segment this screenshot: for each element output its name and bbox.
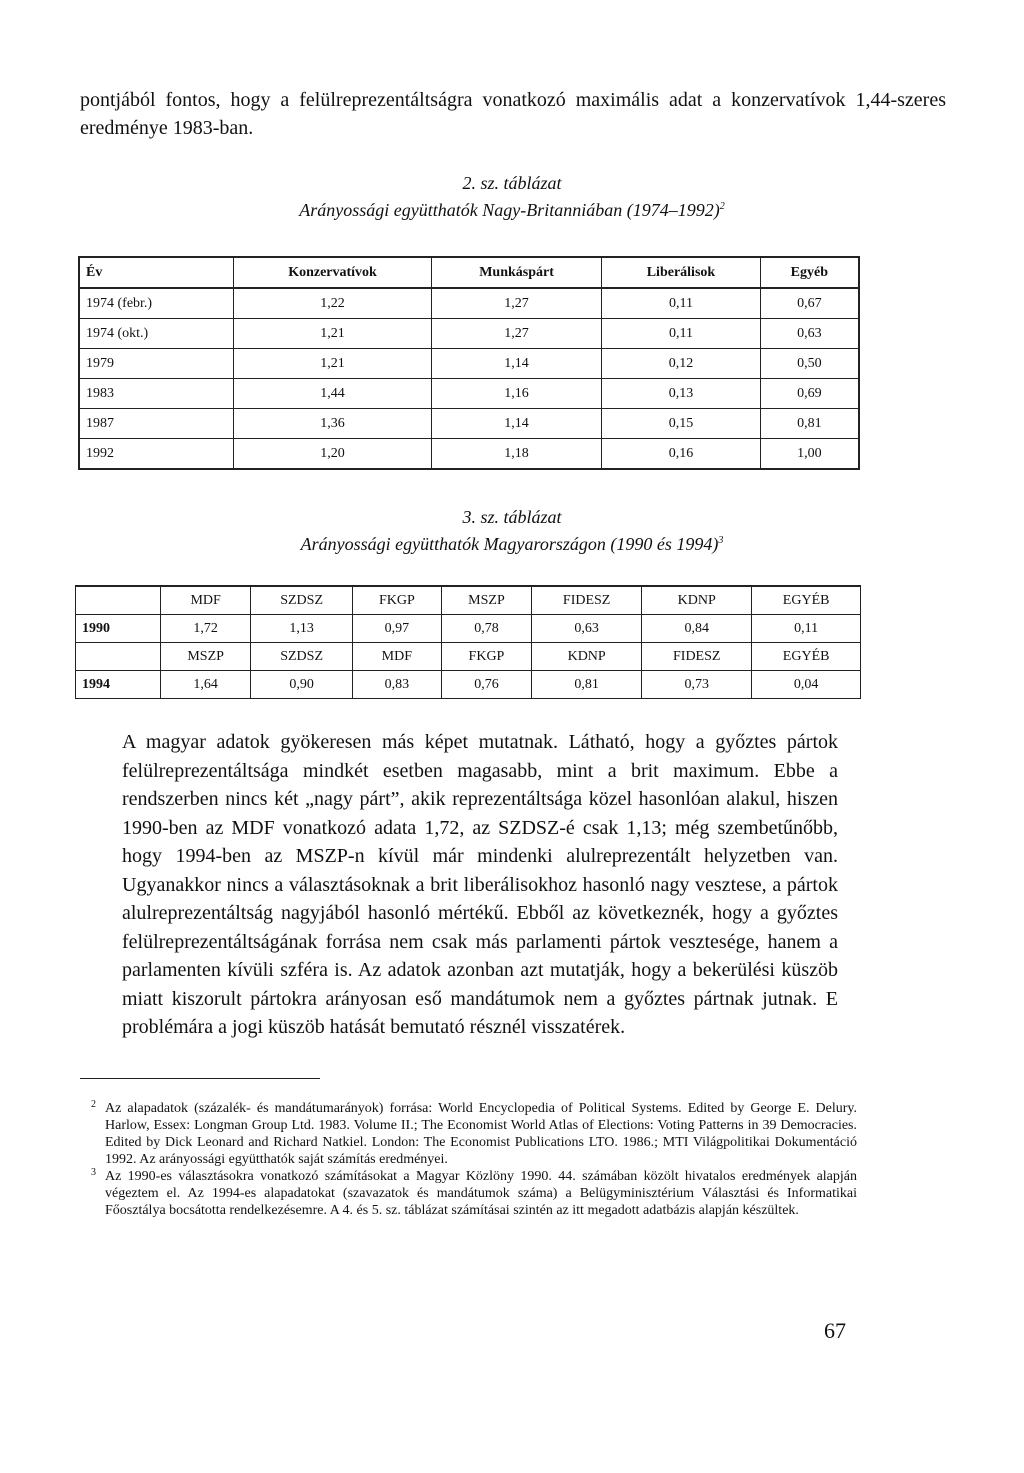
cell-party: MDF bbox=[161, 586, 251, 615]
cell-value: 0,15 bbox=[602, 409, 760, 439]
cell-value: 1,14 bbox=[431, 349, 601, 379]
table-row bbox=[79, 409, 859, 439]
table-row bbox=[79, 439, 859, 470]
cell-party: FIDESZ bbox=[532, 586, 642, 615]
footnote-text: Az 1990-es választásokra vonatkozó számításokat a Magyar Közlöny 1990. 44. számában közölt hivatalos eredmények alapján végeztem el. Az 1994-es alapadatokat (szavazatok és mandátumok száma) a Belügyminisztérium Választási és Informatikai Főosztálya bocsátotta rendelkezésemre. A 4. és 5. sz. táblázat számításai szintén az itt megadott adatbázis alapján készültek. bbox=[105, 1169, 857, 1218]
cell-party: EGYÉB bbox=[752, 586, 861, 615]
cell-party: MDF bbox=[352, 643, 441, 671]
table-row bbox=[79, 319, 859, 349]
cell-value: 1,36 bbox=[234, 409, 432, 439]
cell-value: 0,13 bbox=[602, 379, 760, 409]
cell-party: KDNP bbox=[642, 586, 752, 615]
cell-party: KDNP bbox=[532, 643, 642, 671]
cell-value: 0,67 bbox=[760, 288, 859, 319]
cell-value: 1,16 bbox=[431, 379, 601, 409]
cell-value: 1,14 bbox=[431, 409, 601, 439]
cell-party: FKGP bbox=[352, 586, 441, 615]
cell-value: 1,20 bbox=[234, 439, 432, 470]
cell-year: 1990 bbox=[76, 615, 161, 643]
table-party-header-row bbox=[76, 643, 861, 671]
table-uk-coefficients bbox=[78, 256, 860, 470]
cell-year: 1974 (okt.) bbox=[79, 319, 234, 349]
cell-value: 0,12 bbox=[602, 349, 760, 379]
footnotes bbox=[91, 1099, 857, 1219]
body-paragraph bbox=[122, 728, 838, 1042]
intro-paragraph: pontjából fontos, hogy a felülreprezentáltságra vonatkozó maximális adat a konzervatívok 1,44-szeres eredménye 1983-ban. bbox=[80, 89, 946, 139]
cell-party: FIDESZ bbox=[642, 643, 752, 671]
table-hungary-coefficients bbox=[75, 585, 861, 699]
cell-value: 1,21 bbox=[234, 319, 432, 349]
cell-value: 1,27 bbox=[431, 288, 601, 319]
cell-value: 0,97 bbox=[352, 615, 441, 643]
cell-value: 0,63 bbox=[760, 319, 859, 349]
cell-value: 0,11 bbox=[752, 615, 861, 643]
cell-value: 0,04 bbox=[752, 671, 861, 699]
cell-value: 0,78 bbox=[441, 615, 531, 643]
cell-year: 1992 bbox=[79, 439, 234, 470]
cell-value: 0,11 bbox=[602, 288, 760, 319]
footnote-mark: 2 bbox=[91, 1099, 96, 1110]
cell-value: 0,81 bbox=[760, 409, 859, 439]
table2-title-sup: 2 bbox=[719, 201, 725, 212]
cell-party: SZDSZ bbox=[251, 586, 353, 615]
page-number: 67 bbox=[824, 1318, 846, 1343]
table-row bbox=[79, 379, 859, 409]
cell-value: 1,72 bbox=[161, 615, 251, 643]
footnote-text: Az alapadatok (százalék- és mandátumarányok) forrása: World Encyclopedia of Political Systems. Edited by George E. Delury. Harlow, Essex: Longman Group Ltd. 1983. Volume II.; The Economist World Atlas of Elections: Voting Patterns in 39 Democracies. Edited by Dick Leonard and Richard Natkiel. London: The Economist Publications LTO. 1986.; MTI Világpolitikai Dokumentáció 1992. Az arányossági együtthatók saját számítás eredményei. bbox=[105, 1101, 857, 1167]
cell-value: 0,50 bbox=[760, 349, 859, 379]
cell-value: 1,27 bbox=[431, 319, 601, 349]
cell-party: MSZP bbox=[161, 643, 251, 671]
cell-value: 0,83 bbox=[352, 671, 441, 699]
cell-value: 1,18 bbox=[431, 439, 601, 470]
cell-party: EGYÉB bbox=[752, 643, 861, 671]
header-liberals: Liberálisok bbox=[602, 257, 760, 288]
header-labour: Munkáspárt bbox=[431, 257, 601, 288]
footnote-3 bbox=[91, 1167, 857, 1219]
header-other: Egyéb bbox=[760, 257, 859, 288]
cell-value: 0,90 bbox=[251, 671, 353, 699]
empty-cell bbox=[76, 643, 161, 671]
cell-year: 1983 bbox=[79, 379, 234, 409]
cell-value: 1,64 bbox=[161, 671, 251, 699]
cell-party: FKGP bbox=[441, 643, 531, 671]
body-text: A magyar adatok gyökeresen más képet mutatnak. Látható, hogy a győztes pártok felülreprezentáltsága mindkét esetben magasabb, mint a brit maximum. Ebbe a rendszerben nincs két „nagy párt”, akik reprezentáltsága közel hasonlóan alakul, hiszen 1990-ben az MDF vonatkozó adata 1,72, az SZDSZ-é csak 1,13; még szembetűnőbb, hogy 1994-ben az MSZP-n kívül már mindenki alulreprezentált helyzetben van. Ugyanakkor nincs a választásoknak a brit liberálisokhoz hasonló nagy vesztese, a pártok alulreprezentáltság nagyjából hasonló mértékű. Ebből az következnék, hogy a győztes felülreprezentáltságának forrása nem csak más parlamenti pártok vesztesége, hanem a parlamenten kívüli szféra is. Az adatok azonban azt mutatják, hogy a bekerülési küszöb miatt kiszorult pártokra arányosan eső mandátumok nem a győztes pártnak jutnak. E problémára a jogi küszöb hatását bemutató résznél visszatérek. bbox=[122, 731, 838, 1038]
cell-value: 0,11 bbox=[602, 319, 760, 349]
table-party-header-row bbox=[76, 586, 861, 615]
cell-party: MSZP bbox=[441, 586, 531, 615]
header-year: Év bbox=[79, 257, 234, 288]
cell-value: 0,73 bbox=[642, 671, 752, 699]
cell-value: 1,44 bbox=[234, 379, 432, 409]
empty-cell bbox=[76, 586, 161, 615]
table2-title bbox=[0, 197, 1024, 223]
table3-number: 3. sz. táblázat bbox=[462, 507, 562, 527]
table-row bbox=[79, 349, 859, 379]
cell-value: 1,13 bbox=[251, 615, 353, 643]
cell-value: 1,00 bbox=[760, 439, 859, 470]
cell-year: 1987 bbox=[79, 409, 234, 439]
cell-value: 0,76 bbox=[441, 671, 531, 699]
table-value-row bbox=[76, 615, 861, 643]
cell-year: 1974 (febr.) bbox=[79, 288, 234, 319]
cell-party: SZDSZ bbox=[251, 643, 353, 671]
cell-value: 1,22 bbox=[234, 288, 432, 319]
header-conservatives: Konzervatívok bbox=[234, 257, 432, 288]
table-value-row bbox=[76, 671, 861, 699]
footnote-divider bbox=[80, 1078, 320, 1079]
cell-value: 0,84 bbox=[642, 615, 752, 643]
cell-value: 0,69 bbox=[760, 379, 859, 409]
table2-number: 2. sz. táblázat bbox=[462, 173, 562, 193]
cell-value: 1,21 bbox=[234, 349, 432, 379]
table-row bbox=[79, 288, 859, 319]
footnote-2 bbox=[91, 1099, 857, 1168]
table3-title-text: Arányossági együtthatók Magyarországon (1990 és 1994) bbox=[300, 534, 719, 554]
table3-title-sup: 3 bbox=[718, 535, 724, 546]
footnote-mark: 3 bbox=[91, 1167, 96, 1178]
cell-year: 1994 bbox=[76, 671, 161, 699]
table2-title-text: Arányossági együtthatók Nagy-Britanniában (1974–1992) bbox=[299, 200, 720, 220]
table3-title bbox=[0, 531, 1024, 557]
cell-value: 0,16 bbox=[602, 439, 760, 470]
cell-value: 0,81 bbox=[532, 671, 642, 699]
cell-value: 0,63 bbox=[532, 615, 642, 643]
table-header-row bbox=[79, 257, 859, 288]
cell-year: 1979 bbox=[79, 349, 234, 379]
